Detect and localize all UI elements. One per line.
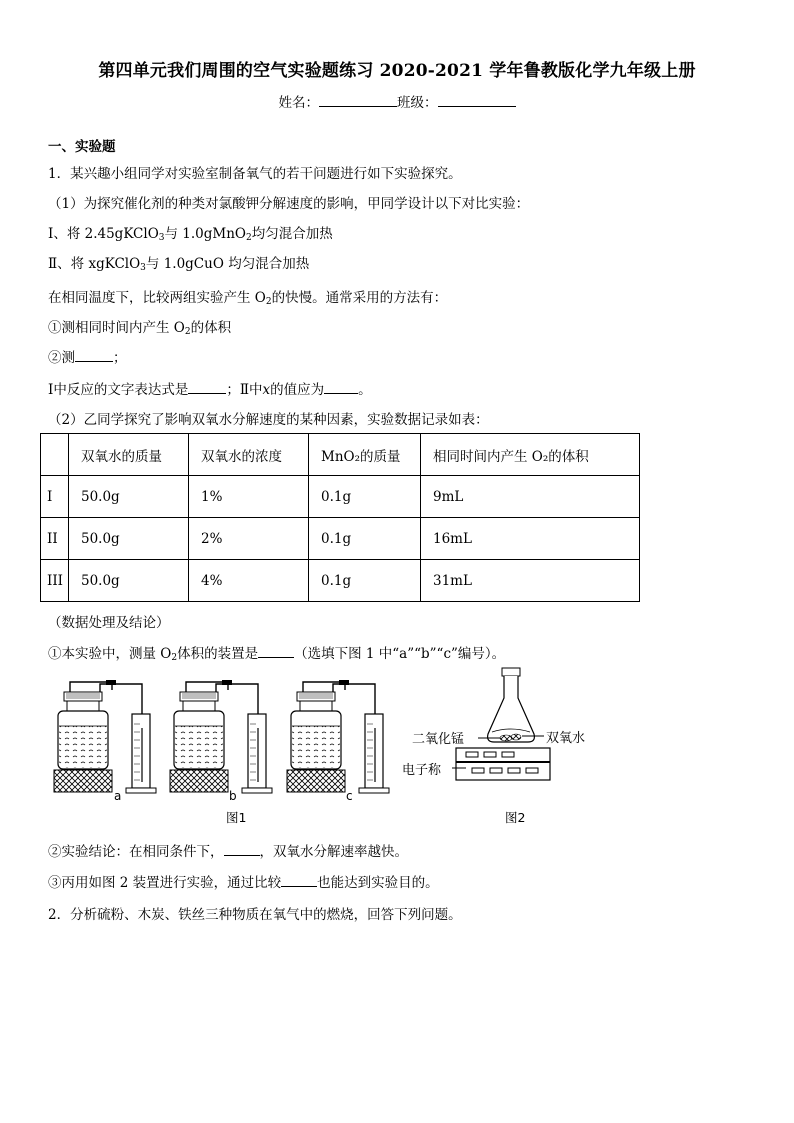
- table-cell: 9mL: [421, 476, 640, 518]
- q1-sub2: ②实验结论：在相同条件下， ，双氧水分解速率越快。: [48, 844, 408, 860]
- table-row: [41, 560, 640, 602]
- h2o2-label: 双氧水: [546, 731, 586, 746]
- table-header-cell: MnO₂的质量: [309, 434, 421, 476]
- table-cell: III: [41, 560, 69, 602]
- figure1-caption: 图1: [226, 810, 247, 825]
- q2-stem: 2．分析硫粉、木炭、铁丝三种物质在氧气中的燃烧，回答下列问题。: [48, 907, 462, 923]
- table-header-cell: [41, 434, 69, 476]
- table-cell: 0.1g: [309, 560, 421, 602]
- class-label: 班级：: [397, 95, 438, 111]
- apparatus-a: [54, 680, 156, 793]
- answer-blank[interactable]: [258, 645, 294, 658]
- q1-ask: Ⅰ中反应的文字表达式是 ；Ⅱ中x的值应为 。: [48, 382, 372, 398]
- scale-label: 电子称: [402, 763, 442, 778]
- q1-part1-intro: （1）为探究催化剂的种类对氯酸钾分解速度的影响，甲同学设计以下对比实验：: [48, 196, 530, 212]
- section-heading: 一、实验题: [48, 139, 116, 155]
- answer-blank[interactable]: [224, 843, 260, 856]
- table-header-cell: 相同时间内产生 O₂的体积: [421, 434, 640, 476]
- q1-part2-intro: （2）乙同学探究了影响双氧水分解速度的某种因素，实验数据记录如表：: [48, 412, 489, 428]
- student-info: [0, 91, 794, 111]
- q1-compare: 在相同温度下，比较两组实验产生 $O_2$的快慢。通常采用的方法有：: [48, 290, 448, 307]
- q1-stem: 1．某兴趣小组同学对实验室制备氧气的若干问题进行如下实验探究。: [48, 166, 462, 182]
- q1-sub3: ③丙用如图 2 装置进行实验，通过比较 也能达到实验目的。: [48, 875, 439, 891]
- answer-blank[interactable]: [188, 381, 226, 394]
- table-cell: 2%: [189, 518, 309, 560]
- data-table: [40, 433, 640, 602]
- table-row: [41, 518, 640, 560]
- table-cell: 4%: [189, 560, 309, 602]
- table-cell: 50.0g: [69, 518, 189, 560]
- table-row: [41, 476, 640, 518]
- q1-exp2: Ⅱ、将 xgKClO$_3$与 1.0gCuO 均匀混合加热: [48, 256, 310, 273]
- name-blank[interactable]: [319, 94, 397, 107]
- figure2-caption: 图2: [505, 810, 526, 825]
- data-note: （数据处理及结论）: [48, 615, 170, 631]
- experiment-figure: [0, 664, 794, 834]
- table-cell: 0.1g: [309, 518, 421, 560]
- answer-blank[interactable]: [281, 874, 317, 887]
- table-cell: 0.1g: [309, 476, 421, 518]
- apparatus-label-c: c: [346, 789, 353, 803]
- page-title: 第四单元我们周围的空气实验题练习 2020-2021 学年鲁教版化学九年级上册: [98, 61, 696, 81]
- figure2-apparatus: [452, 668, 550, 780]
- apparatus-label-b: b: [229, 789, 237, 803]
- apparatus-label-a: a: [114, 789, 122, 803]
- q1-exp1: Ⅰ、将 2.45gKClO$_3$与 1.0gMnO$_2$均匀混合加热: [48, 226, 333, 243]
- class-blank[interactable]: [438, 94, 516, 107]
- table-header-cell: 双氧水的浓度: [189, 434, 309, 476]
- q1-method2: ②测 ；: [48, 350, 127, 366]
- table-cell: 1%: [189, 476, 309, 518]
- table-cell: I: [41, 476, 69, 518]
- q1-sub1: ①本实验中，测量 $O_2$体积的装置是 （选填下图 1 中“a”“b”“c”编号）。: [48, 646, 506, 663]
- table-cell: 50.0g: [69, 476, 189, 518]
- mno2-label: 二氧化锰: [412, 732, 465, 747]
- table-cell: 50.0g: [69, 560, 189, 602]
- answer-blank[interactable]: [324, 381, 358, 394]
- table-header-cell: 双氧水的质量: [69, 434, 189, 476]
- q1-method1: ①测相同时间内产生 $O_2$的体积: [48, 320, 232, 337]
- apparatus-c: [287, 680, 389, 793]
- apparatus-b: [170, 680, 272, 793]
- table-header-row: [41, 434, 640, 476]
- table-cell: II: [41, 518, 69, 560]
- answer-blank[interactable]: [75, 349, 113, 362]
- table-cell: 31mL: [421, 560, 640, 602]
- name-label: 姓名：: [278, 95, 319, 111]
- table-cell: 16mL: [421, 518, 640, 560]
